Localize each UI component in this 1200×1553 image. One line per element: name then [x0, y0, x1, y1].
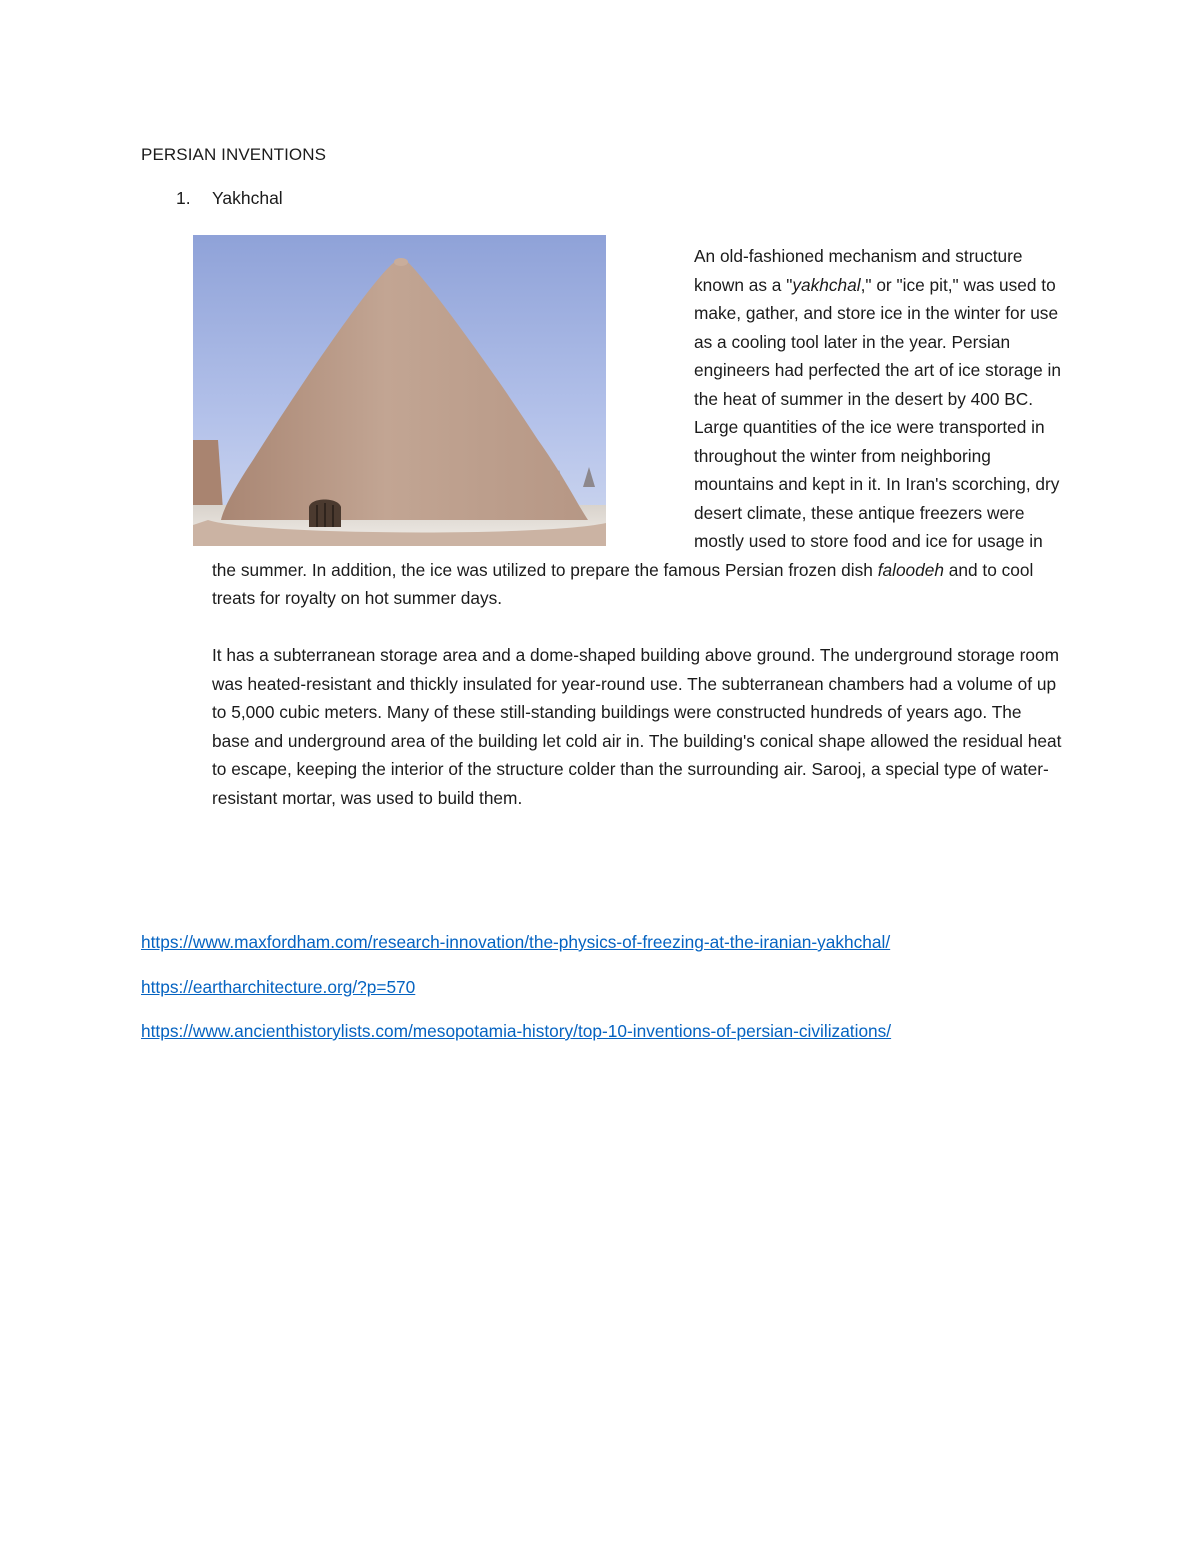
reference-links — [141, 929, 891, 1063]
image-wrap-spacer — [212, 242, 694, 555]
reference-link-eartharchitecture[interactable]: https://eartharchitecture.org/?p=570 — [141, 976, 416, 997]
paragraph-1-text-b: ," or "ice pit," was used to make, gather, and store ice in the winter for use as a cooling tool later in the year. Persian engineers had perfected the art of ice storage in the heat of summer in the desert by 400 BC. Large quantities of the ice were transported in throughout the winter from neighboring mountains and kept in it. In Iran's scorching, dry desert climate, these antique freezers were mostly used to store food and ice for usage in the summer. In addition, the ice was utilized to prepare the famous Persian frozen dish — [212, 274, 1061, 580]
paragraph-2: It has a subterranean storage area and a dome-shaped building above ground. The underground storage room was heated-resistant and thickly insulated for year-round use. The subterranean chambers had a volume of up to 5,000 cubic meters. Many of these still-standing buildings were constructed hundreds of years ago. The base and underground area of the building let cold air in. The building's conical shape allowed the residual heat to escape, keeping the interior of the structure colder than the surrounding air. Sarooj, a special type of water-resistant mortar, was used to build them. — [212, 645, 1062, 808]
list-number: 1. — [176, 188, 191, 208]
paragraph-1-text-a: An old-fashioned mechanism and structure known as a " — [694, 246, 1023, 295]
term-faloodeh: faloodeh — [877, 559, 944, 580]
page-title: PERSIAN INVENTIONS — [141, 145, 327, 164]
list-item-yakhchal — [176, 188, 283, 209]
reference-link-maxfordham[interactable]: https://www.maxfordham.com/research-innovation/the-physics-of-freezing-at-the-iranian-yakhchal/ — [141, 932, 891, 952]
paragraph-1-text-c: and to cool treats for royalty on hot summer days. — [212, 559, 1034, 608]
term-yakhchal: yakhchal — [792, 274, 861, 295]
list-label: Yakhchal — [212, 188, 283, 208]
reference-link-ancienthistorylists[interactable]: https://www.ancienthistorylists.com/mesopotamia-history/top-10-inventions-of-persian-civilizations/ — [141, 1021, 892, 1041]
body-text — [212, 242, 1062, 812]
